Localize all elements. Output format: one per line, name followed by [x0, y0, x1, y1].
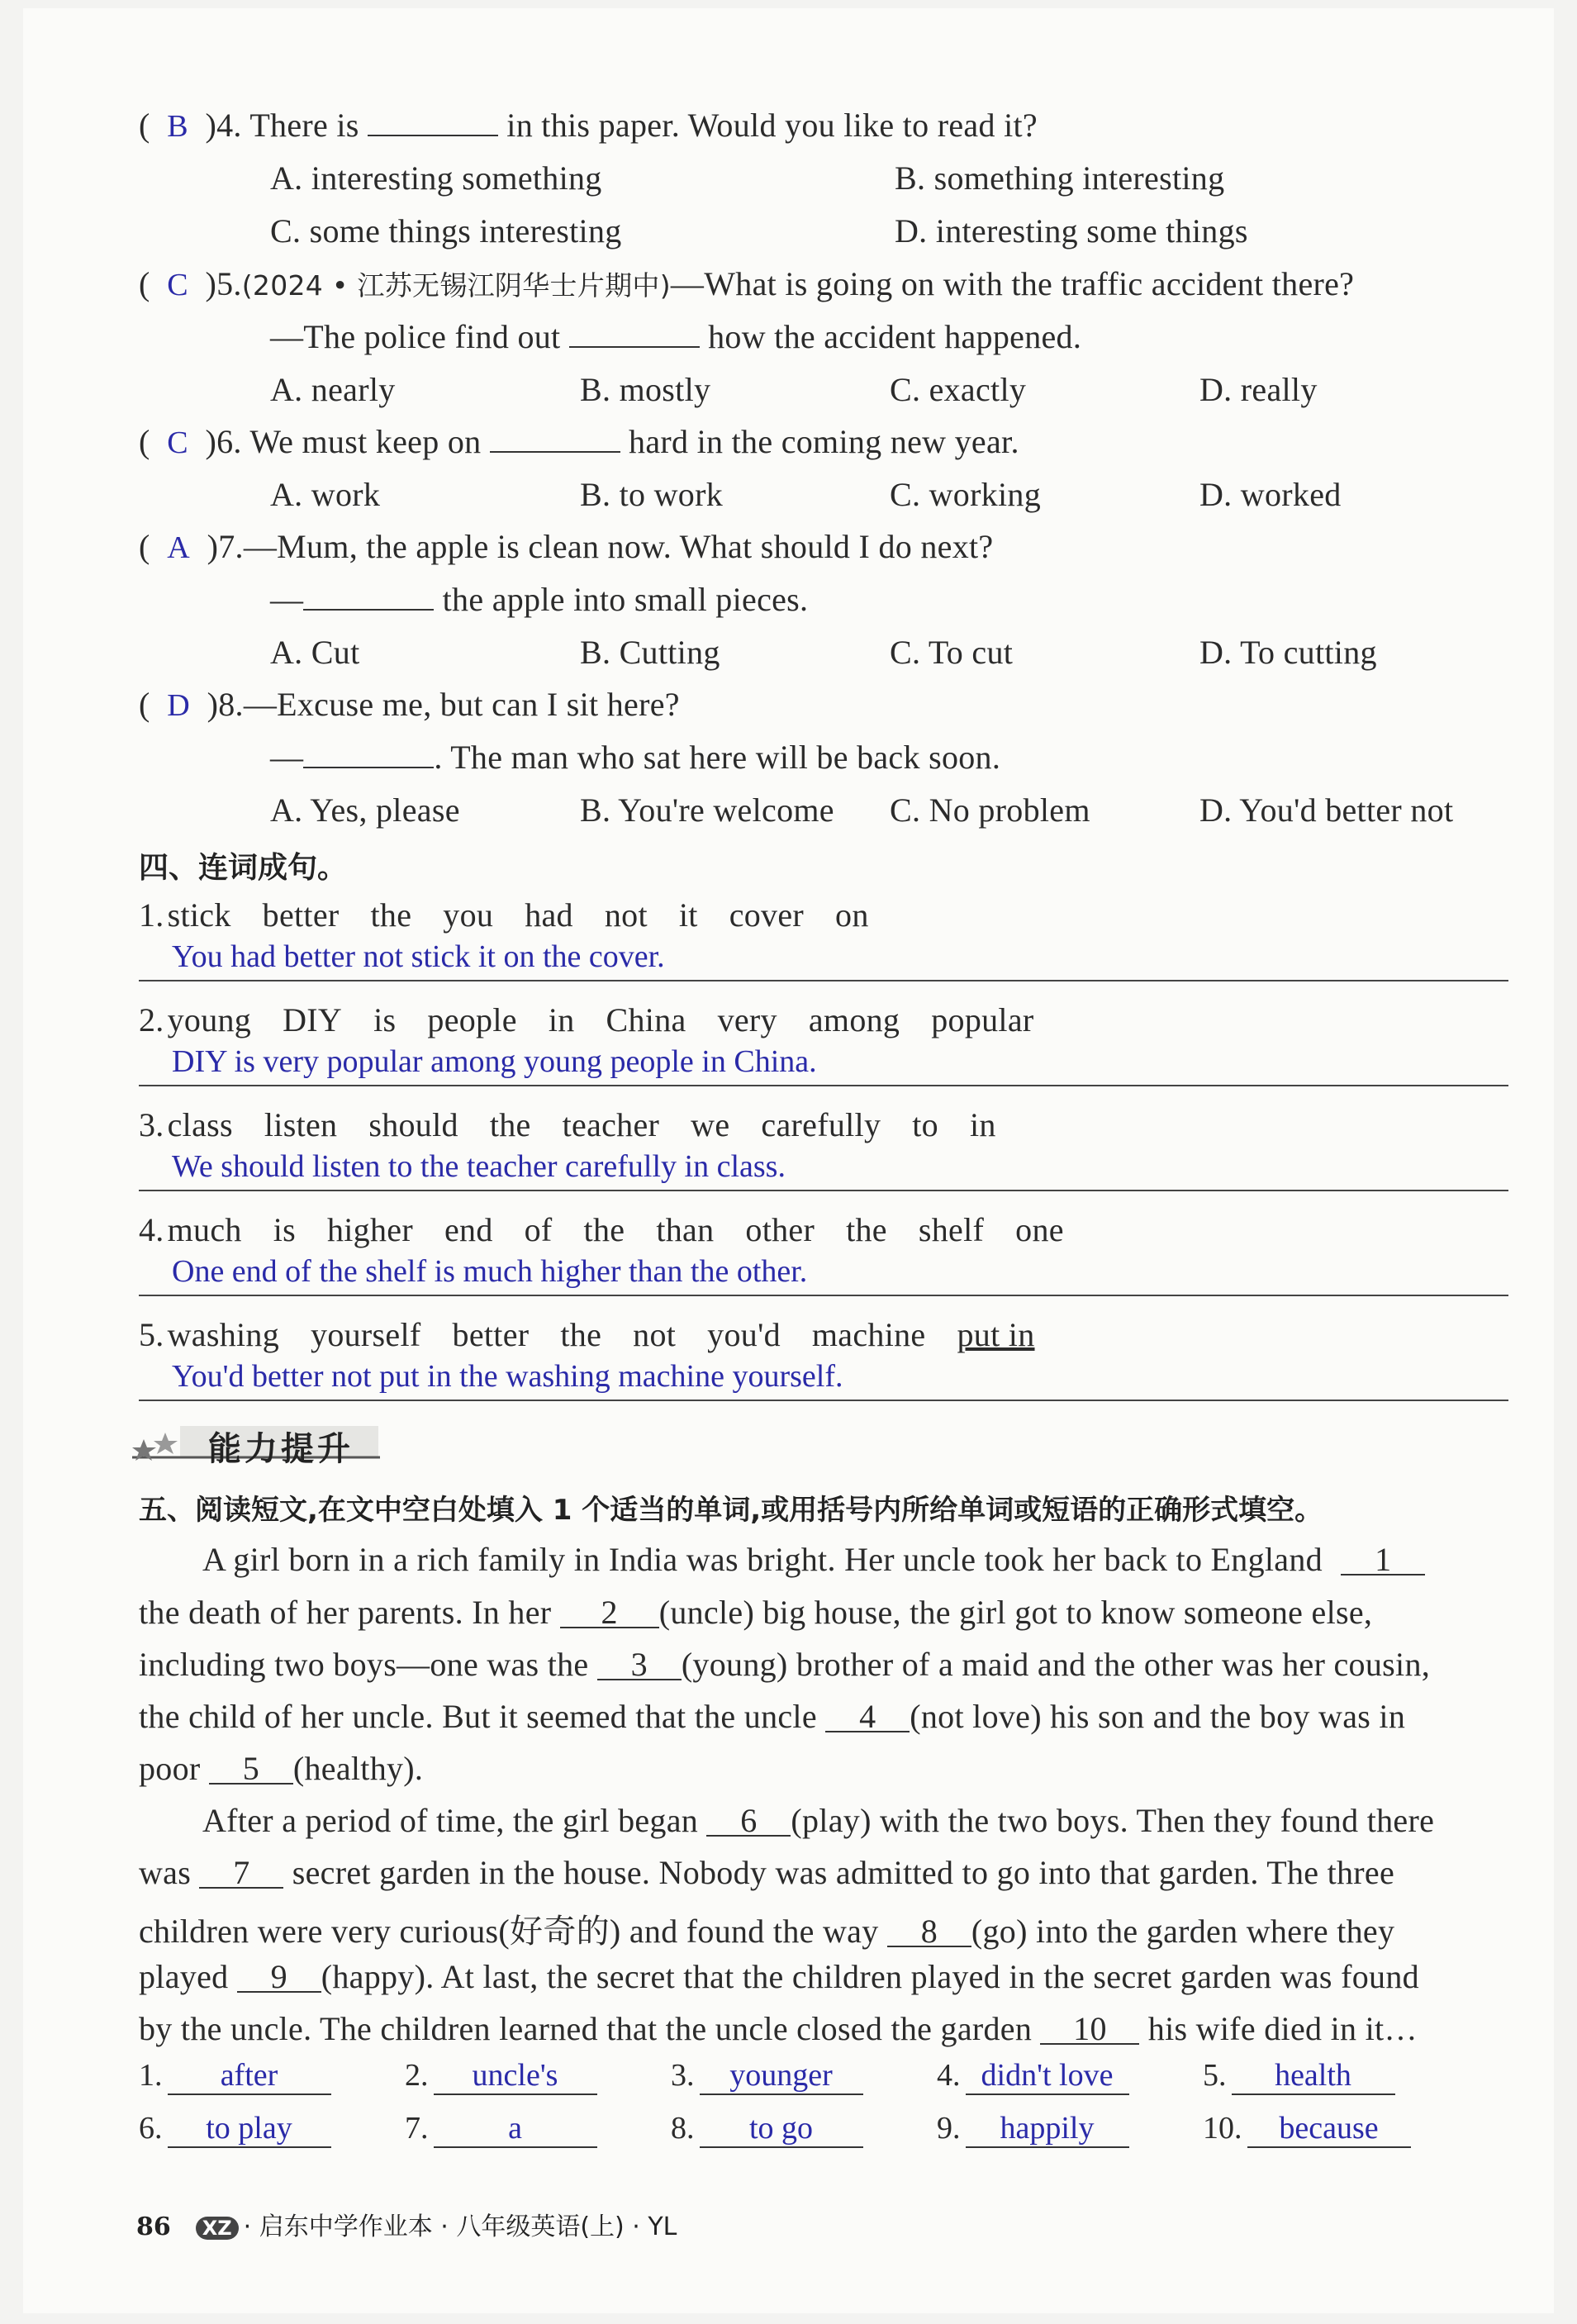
blank-number: 7	[199, 1859, 283, 1889]
answer-letter: C	[167, 268, 188, 302]
question-stem: hard in the coming new year.	[629, 423, 1019, 460]
stem-part: the apple into small pieces.	[442, 581, 809, 618]
word: the	[846, 1211, 887, 1248]
blank	[368, 107, 498, 136]
answer-fill: a	[434, 2110, 597, 2148]
word: cover	[729, 896, 805, 934]
passage-text: poor	[139, 1750, 201, 1787]
answer-line	[139, 1085, 1508, 1086]
word: had	[525, 896, 573, 934]
passage-line	[202, 1540, 1425, 1579]
answer-fill: health	[1232, 2057, 1395, 2095]
options-row	[270, 370, 1509, 409]
blank-number: 6	[706, 1807, 791, 1837]
option-c: C. exactly	[890, 371, 1027, 408]
word: put in	[957, 1316, 1035, 1353]
passage-text: secret garden in the house. Nobody was admitted to go into that garden. The three	[292, 1854, 1395, 1891]
word: stick	[167, 896, 231, 934]
option-a: A. Cut	[270, 634, 360, 671]
answer-item	[139, 2057, 405, 2095]
answer-item	[139, 2110, 405, 2148]
option-c: C. To cut	[890, 634, 1014, 671]
answer-number: 10.	[1203, 2111, 1242, 2146]
answer-item	[937, 2110, 1203, 2148]
passage-text: (play) with the two boys. Then they found there	[791, 1802, 1435, 1839]
answers-row-2	[139, 2110, 1469, 2148]
option-d: D. To cutting	[1199, 634, 1377, 671]
question-stem: —Excuse me, but can I sit here?	[243, 686, 680, 723]
scrambled-words-5	[139, 1315, 1066, 1354]
stem-part: —	[270, 739, 304, 776]
page-footer	[136, 2206, 677, 2242]
question-number: )5.	[205, 265, 242, 302]
options-row	[270, 633, 1509, 672]
word: the	[560, 1316, 602, 1353]
answer-sentence-1: You had better not stick it on the cover.	[172, 939, 665, 974]
word: popular	[931, 1001, 1034, 1038]
word: it	[678, 896, 698, 934]
stem-part: —The police find out	[270, 318, 561, 355]
answer-fill: because	[1247, 2110, 1411, 2148]
passage-line	[139, 2009, 1418, 2048]
stem-part: . The man who sat here will be back soon.	[434, 739, 1001, 776]
answer-item	[1203, 2057, 1469, 2095]
section-banner	[132, 1421, 384, 1468]
word: teacher	[562, 1106, 660, 1143]
blank-number: 8	[887, 1918, 971, 1947]
passage-text: played	[139, 1958, 229, 1995]
passage-text: including two boys—one was the	[139, 1646, 589, 1683]
option-a: A. interesting something	[270, 159, 602, 197]
word: we	[691, 1106, 730, 1143]
word: shelf	[918, 1211, 985, 1248]
word: other	[745, 1211, 815, 1248]
option-d: D. interesting some things	[895, 212, 1248, 250]
question-stem: in this paper. Would you like to read it?	[506, 107, 1038, 144]
answer-line	[139, 1295, 1508, 1296]
passage-line	[139, 1645, 1430, 1684]
book-title: · 启东中学作业本 · 八年级英语(上) · YL	[243, 2212, 677, 2241]
answer-number: 9.	[937, 2111, 961, 2146]
passage-text: his wife died in it…	[1147, 2010, 1418, 2047]
scrambled-words-2	[139, 1000, 1066, 1039]
publisher-badge: XZ	[196, 2217, 239, 2240]
passage-text: A girl born in a rich family in India was bright. Her uncle took her back to England	[202, 1541, 1323, 1578]
option-d: D. worked	[1199, 476, 1342, 513]
question-6: ( C )6. We must keep on hard in the coming new year.	[139, 423, 1019, 460]
word: to	[912, 1106, 938, 1143]
scrambled-words-4	[139, 1210, 1095, 1249]
blank-number: 3	[597, 1651, 682, 1680]
passage-line	[139, 1905, 1394, 1952]
option-b: B. something interesting	[895, 159, 1225, 197]
item-number: 5.	[139, 1316, 164, 1353]
question-8-line2	[270, 738, 1000, 777]
passage-text: (not love) his son and the boy was in	[910, 1698, 1406, 1735]
question-5-line2	[270, 317, 1081, 356]
answer-fill: didn't love	[966, 2057, 1129, 2095]
answer-number: 2.	[405, 2058, 429, 2093]
word: one	[1015, 1211, 1064, 1248]
option-c: C. No problem	[890, 791, 1090, 829]
answer-letter: B	[167, 109, 188, 144]
word: is	[373, 1001, 397, 1038]
passage-line	[139, 1957, 1419, 1996]
answer-letter: A	[167, 530, 190, 565]
question-number: )8.	[207, 686, 244, 723]
option-b: B. mostly	[580, 371, 711, 408]
word: young	[167, 1001, 252, 1038]
answer-number: 8.	[671, 2111, 695, 2146]
answer-number: 4.	[937, 2058, 961, 2093]
question-stem: We must keep on	[249, 423, 482, 460]
option-d: D. You'd better not	[1199, 791, 1454, 829]
question-number: )7.	[207, 528, 244, 565]
passage-text: children were very curious(好奇的) and found the way	[139, 1913, 879, 1950]
answer-fill: to go	[700, 2110, 863, 2148]
question-stem: —Mum, the apple is clean now. What should I do next?	[243, 528, 994, 565]
word: washing	[167, 1316, 280, 1353]
word: than	[656, 1211, 715, 1248]
answer-fill: happily	[966, 2110, 1129, 2148]
scrambled-words-1	[139, 896, 900, 934]
item-number: 3.	[139, 1106, 164, 1143]
answer-item	[1203, 2110, 1469, 2148]
answer-item	[671, 2110, 937, 2148]
word: you'd	[707, 1316, 781, 1353]
question-7: ( A )7.—Mum, the apple is clean now. What should I do next?	[139, 528, 994, 565]
word: not	[633, 1316, 677, 1353]
word: the	[583, 1211, 625, 1248]
answer-number: 7.	[405, 2111, 429, 2146]
word: class	[167, 1106, 233, 1143]
answer-item	[671, 2057, 937, 2095]
question-stem: There is	[249, 107, 359, 144]
passage-text: the death of her parents. In her	[139, 1594, 552, 1631]
word: is	[273, 1211, 296, 1248]
passage-text: After a period of time, the girl began	[202, 1802, 699, 1839]
star-icon	[154, 1433, 178, 1454]
word: of	[524, 1211, 553, 1248]
word: DIY	[283, 1001, 343, 1038]
answer-line	[139, 1400, 1508, 1401]
passage-text: (happy). At last, the secret that the children played in the secret garden was found	[321, 1958, 1419, 1995]
word: higher	[326, 1211, 413, 1248]
word: the	[489, 1106, 531, 1143]
passage-text: (uncle) big house, the girl got to know someone else,	[658, 1594, 1373, 1631]
question-number: )4.	[205, 107, 242, 144]
question-4: ( B )4. There is in this paper. Would you like to read it?	[139, 107, 1038, 144]
option-b: B. Cutting	[580, 634, 720, 671]
blank	[569, 318, 700, 348]
item-number: 2.	[139, 1001, 164, 1038]
word: not	[604, 896, 648, 934]
answer-number: 1.	[139, 2058, 163, 2093]
answer-fill: to play	[168, 2110, 331, 2148]
option-a: A. nearly	[270, 371, 396, 408]
answer-number: 6.	[139, 2111, 163, 2146]
blank-number: 4	[825, 1703, 910, 1732]
word: very	[717, 1001, 777, 1038]
word: listen	[264, 1106, 338, 1143]
answers-row-1	[139, 2057, 1469, 2095]
option-a: A. work	[270, 476, 381, 513]
passage-line	[139, 1749, 423, 1788]
answer-item	[937, 2057, 1203, 2095]
answer-sentence-4: One end of the shelf is much higher than the other.	[172, 1254, 808, 1289]
answer-item	[405, 2057, 671, 2095]
passage-text: the child of her uncle. But it seemed that the uncle	[139, 1698, 817, 1735]
word: the	[370, 896, 412, 934]
item-number: 4.	[139, 1211, 164, 1248]
passage-line	[139, 1853, 1394, 1892]
blank	[303, 581, 434, 611]
blank-number: 10	[1040, 2015, 1139, 2045]
passage-line	[202, 1801, 1434, 1840]
question-stem: —What is going on with the traffic accident there?	[670, 265, 1355, 302]
option-c: C. some things interesting	[270, 212, 622, 250]
word: you	[443, 896, 494, 934]
item-number: 1.	[139, 896, 164, 934]
answer-item	[405, 2110, 671, 2148]
answer-fill: younger	[700, 2057, 863, 2095]
answer-sentence-2: DIY is very popular among young people in China.	[172, 1044, 817, 1079]
answer-fill: uncle's	[434, 2057, 597, 2095]
answer-number: 5.	[1203, 2058, 1227, 2093]
word: in	[969, 1106, 996, 1143]
question-number: )6.	[205, 423, 242, 460]
page-number: 86	[136, 2212, 171, 2241]
passage-line	[139, 1593, 1372, 1632]
answer-line	[139, 980, 1508, 981]
section-4-title: 四、连词成句。	[139, 851, 348, 885]
options-row	[270, 475, 1509, 514]
word: machine	[811, 1316, 926, 1353]
blank-number: 1	[1341, 1546, 1425, 1575]
stem-part: —	[270, 581, 304, 618]
blank-number: 9	[237, 1963, 321, 1993]
answer-letter: D	[167, 688, 190, 723]
word: carefully	[761, 1106, 881, 1143]
answer-number: 3.	[671, 2058, 695, 2093]
answer-line	[139, 1190, 1508, 1191]
blank-number: 5	[209, 1755, 293, 1785]
answer-sentence-3: We should listen to the teacher carefully in class.	[172, 1149, 786, 1184]
passage-text: (go) into the garden where they	[971, 1913, 1395, 1950]
passage-text: (healthy).	[292, 1750, 424, 1787]
word: end	[444, 1211, 493, 1248]
banner-title: 能力提升	[208, 1430, 354, 1468]
blank-number: 2	[560, 1599, 659, 1628]
section-5-title: 五、阅读短文,在文中空白处填入 1 个适当的单词,或用括号内所给单词或短语的正确形式填空。	[139, 1494, 1323, 1527]
passage-text: was	[139, 1854, 192, 1891]
scrambled-words-3	[139, 1105, 1028, 1144]
word: yourself	[311, 1316, 421, 1353]
word: better	[452, 1316, 530, 1353]
word: in	[548, 1001, 575, 1038]
word: much	[167, 1211, 242, 1248]
passage-line	[139, 1697, 1405, 1736]
passage-text: by the uncle. The children learned that the uncle closed the garden	[139, 2010, 1033, 2047]
option-b: B. to work	[580, 476, 723, 513]
word: China	[606, 1001, 686, 1038]
options-row	[270, 791, 1509, 829]
question-5: ( C )5.(2024 • 江苏无锡江阴华士片期中)—What is going on with the traffic accident there?	[139, 265, 1355, 302]
option-c: C. working	[890, 476, 1041, 513]
blank	[303, 739, 434, 768]
word: should	[368, 1106, 458, 1143]
option-d: D. really	[1199, 371, 1318, 408]
question-8: ( D )8.—Excuse me, but can I sit here?	[139, 686, 680, 723]
word: better	[262, 896, 340, 934]
option-a: A. Yes, please	[270, 791, 460, 829]
passage-text: (young) brother of a maid and the other was her cousin,	[681, 1646, 1431, 1683]
blank	[490, 423, 620, 453]
question-7-line2	[270, 580, 808, 619]
answer-fill: after	[168, 2057, 331, 2095]
answer-letter: C	[167, 425, 188, 460]
option-b: B. You're welcome	[580, 791, 834, 829]
answer-sentence-5: You'd better not put in the washing machine yourself.	[172, 1359, 843, 1394]
stem-part: how the accident happened.	[708, 318, 1082, 355]
question-source: (2024 • 江苏无锡江阴华士片期中)	[241, 269, 671, 302]
word: on	[835, 896, 869, 934]
word: among	[808, 1001, 900, 1038]
word: people	[427, 1001, 517, 1038]
